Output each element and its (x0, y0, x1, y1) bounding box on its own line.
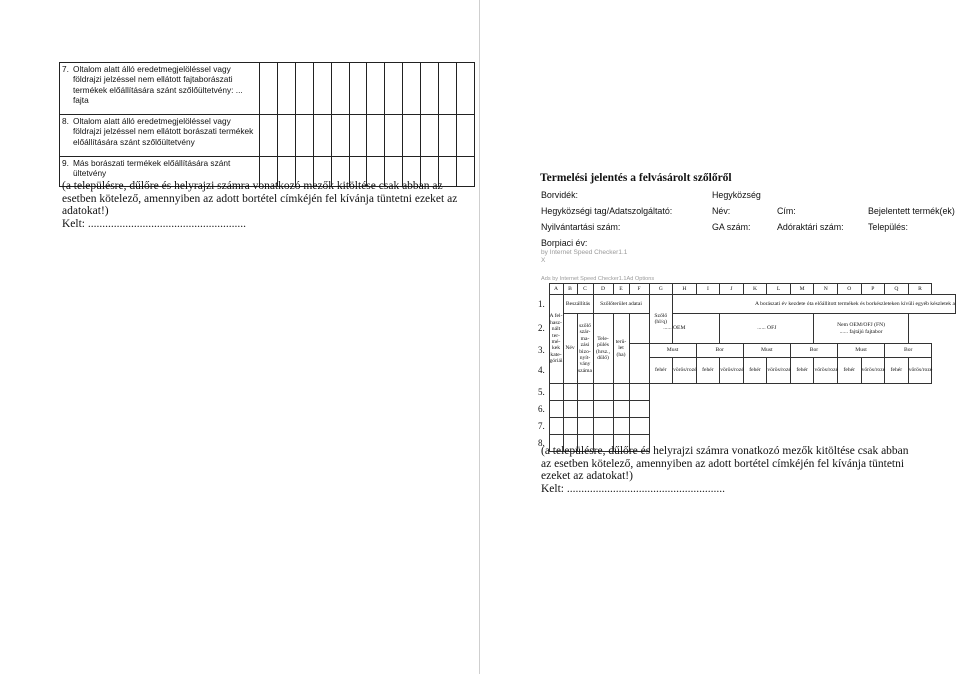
col-header: E (613, 284, 629, 295)
header-feher: fehér (696, 358, 720, 384)
col-header: D (593, 284, 613, 295)
row-number: 6. (538, 403, 545, 414)
header-nev: Név (563, 314, 577, 384)
header-oem: ...... OEM (629, 314, 720, 344)
borpiaci-label: Borpiaci év: (541, 238, 588, 248)
col-header: P (861, 284, 885, 295)
row-number: 2. (538, 323, 545, 334)
row-number: 5. (538, 386, 545, 397)
header-terulet: terü-let (ha) (613, 314, 629, 384)
row-8-cell (60, 115, 260, 157)
header-voros: vörös/rozé (767, 358, 791, 384)
col-header: F (629, 284, 649, 295)
left-footnote-block (62, 180, 470, 230)
col-header: C (577, 284, 593, 295)
hegykozseg-label: Hegyközség (712, 190, 761, 200)
header-must: Must (838, 344, 885, 358)
nem-oem-label: Nem OEM/OFJ (FN) (837, 322, 885, 329)
col-header: J (720, 284, 744, 295)
borvidek-label: Borvidék: (541, 190, 578, 200)
kelt-line: Kelt: ....................................................... (62, 217, 246, 230)
item-text: Más borászati termékek előállítására szánt ültetvény (73, 158, 231, 179)
header-voros: vörös/rozé (861, 358, 885, 384)
adoraktari-label: Adóraktári szám: (777, 222, 844, 232)
header-ofj: ...... OFJ (720, 314, 814, 344)
ad-close-icon[interactable]: X (541, 257, 546, 264)
item-number: 9. (62, 158, 69, 168)
row-number: 1. (538, 298, 545, 309)
ga-label: GA szám: (712, 222, 751, 232)
header-szarmazasi: szőlő szár-ma-zási bizo-nyít-vány száma (577, 314, 593, 384)
row-number: 3. (538, 345, 545, 356)
header-feher: fehér (838, 358, 862, 384)
item-number: 8. (62, 116, 69, 126)
col-header: Q (885, 284, 909, 295)
col-header: R (908, 284, 932, 295)
page-divider (479, 0, 480, 674)
col-header: M (790, 284, 814, 295)
report-title: Termelési jelentés a felvásárolt szőlőről (540, 172, 732, 184)
nyilvantartasi-label: Nyilvántartási szám: (541, 222, 621, 232)
header-bor: Bor (696, 344, 743, 358)
col-header: L (767, 284, 791, 295)
hk-tag-label: Hegyközségi tag/Adatszolgáltató: (541, 206, 673, 216)
col-header: I (696, 284, 720, 295)
header-bor: Bor (790, 344, 837, 358)
nev-label: Név: (712, 206, 731, 216)
ad-options-link[interactable]: Ads by Internet Speed Checker1.1Ad Options (541, 276, 655, 282)
item-text: Oltalom alatt álló eredetmegjelöléssel vagy földrajzi jelzéssel nem ellátott fajtaborászati termékek előállítására szánt szőlőültetvény: ... fajta (73, 64, 243, 106)
header-telepules: Tele-pülés (hrsz., dűlő) (593, 314, 613, 384)
header-beszallitas: Beszállítás (563, 295, 593, 314)
telepules-label: Település: (868, 222, 908, 232)
footnote-text: (a településre, dűlőre és helyrajzi számra vonatkozó mezők kitöltése csak abban az esetben kötelező, amennyiben az adott bortétel címkéjén fel kívánja tüntetni ezeket az adatokat!) (541, 445, 909, 483)
kelt-line: Kelt: ....................................................... (541, 482, 725, 495)
header-bor: Bor (885, 344, 932, 358)
header-voros: vörös/rozé (908, 358, 932, 384)
col-header: G (649, 284, 673, 295)
header-szolo-empty (629, 344, 649, 384)
left-form-table (59, 62, 475, 187)
col-header: K (743, 284, 767, 295)
ad-text[interactable]: by Internet Speed Checker1.1 (541, 249, 628, 256)
row-number: 7. (538, 420, 545, 431)
header-szoloterulet: Szőlőterület adatai (593, 295, 649, 314)
fajtaju-label: ...... fajtájú fajtabor (839, 328, 883, 335)
cim-label: Cím: (777, 206, 796, 216)
header-categories: A fel-hasz-nált ter-mé-kek kate-góriái (549, 295, 563, 384)
header-voros: vörös/rozé (720, 358, 744, 384)
col-header: N (814, 284, 838, 295)
row-7-cell (60, 63, 260, 115)
header-feher: fehér (885, 358, 909, 384)
col-header: H (673, 284, 697, 295)
report-table (538, 283, 956, 452)
item-text: Oltalom alatt álló eredetmegjelöléssel vagy földrajzi jelzéssel nem ellátott borászati termékek előállítására szánt szőlőültetvény (73, 116, 254, 147)
row-number: 8. (538, 437, 545, 448)
col-header: B (563, 284, 577, 295)
header-feher: fehér (649, 358, 673, 384)
header-feher: fehér (743, 358, 767, 384)
col-header: O (838, 284, 862, 295)
header-szolo-q: Szőlő (hl/q) (649, 295, 673, 344)
header-must: Must (649, 344, 696, 358)
item-number: 7. (62, 64, 69, 74)
header-voros: vörös/rozé (673, 358, 697, 384)
bejelentett-label: Bejelentett termék(ek) (868, 206, 955, 216)
header-must: Must (743, 344, 790, 358)
header-nem-oem (814, 314, 908, 344)
right-footnote-block (541, 445, 911, 495)
header-keszlet: A borászati év kezdete óta előállított termékek és borkészleteken kívüli egyéb készletek a (673, 295, 956, 314)
header-voros: vörös/rozé (814, 358, 838, 384)
row-number: 4. (538, 365, 545, 376)
footnote-text: (a településre, dűlőre és helyrajzi számra vonatkozó mezők kitöltése csak abban az esetben kötelező, amennyiben az adott bortétel címkéjén fel kívánja tüntetni ezeket az adatokat!) (62, 180, 458, 218)
col-header: A (549, 284, 563, 295)
header-feher: fehér (790, 358, 814, 384)
